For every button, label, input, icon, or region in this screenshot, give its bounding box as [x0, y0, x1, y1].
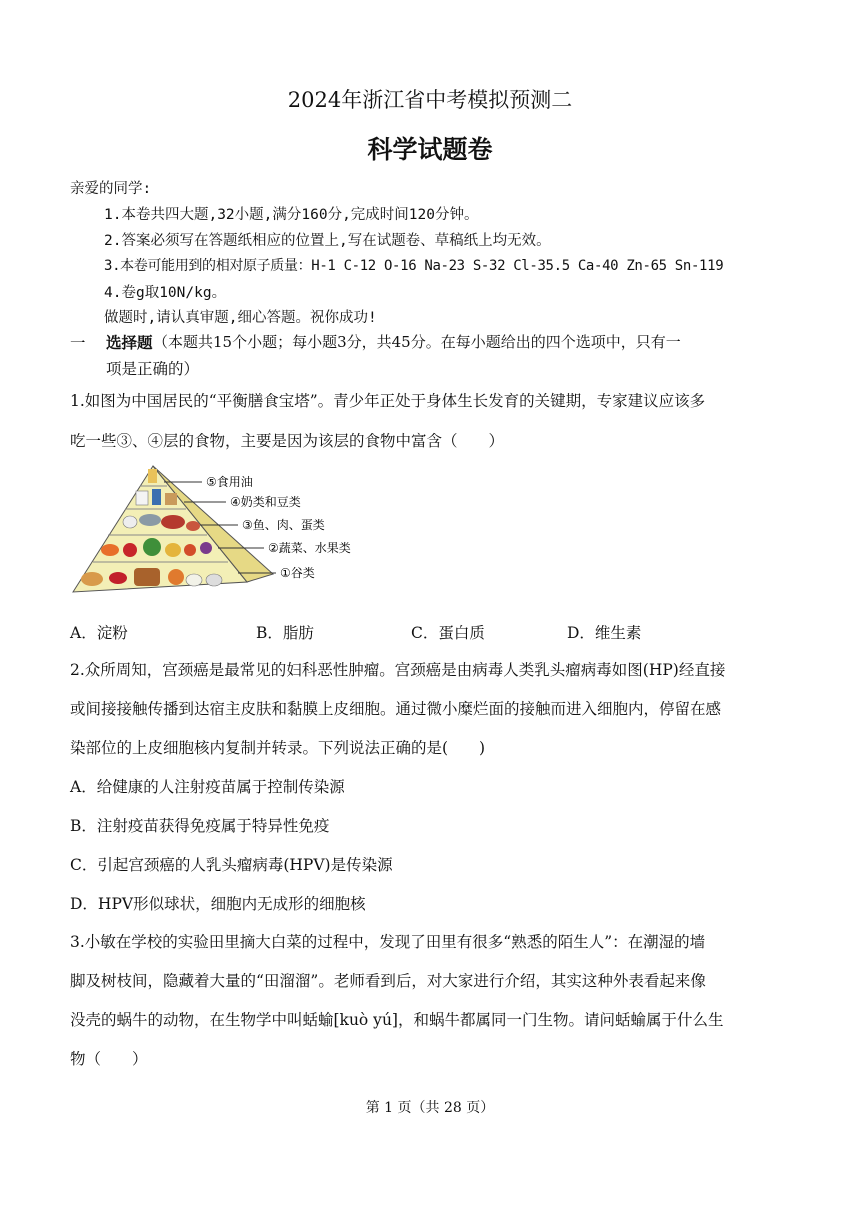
question-text: 吃一些③、④层的食物，主要是因为该层的食物中富含（ ） — [70, 432, 505, 450]
section-desc: （本题共15个小题；每小题3分，共45分。在每小题给出的四个选项中，只有一 — [153, 333, 681, 351]
section-title: 选择题 — [106, 333, 153, 352]
pyramid-label: ②蔬菜、水果类 — [268, 541, 351, 555]
option-a[interactable]: A．给健康的人注射疫苗属于控制传染源 — [70, 778, 345, 796]
option-b[interactable]: B．脂肪 — [256, 624, 314, 642]
section-number: 一 — [70, 334, 86, 352]
section-desc-cont: 项是正确的） — [106, 360, 200, 378]
instruction-item: 1.本卷共四大题,32小题,满分160分,完成时间120分钟。 — [104, 207, 479, 223]
instruction-closing: 做题时,请认真审题,细心答题。祝你成功! — [104, 310, 377, 326]
question-text: 或间接接触传播到达宿主皮肤和黏膜上皮细胞。通过微小糜烂面的接触而进入细胞内，停留在感 — [70, 700, 722, 718]
question-text: 脚及树枝间，隐藏着大量的“田溜溜”。老师看到后，对大家进行介绍，其实这种外表看起来像 — [70, 972, 706, 990]
option-d[interactable]: D．维生素 — [567, 624, 642, 642]
pyramid-label: ③鱼、肉、蛋类 — [242, 518, 325, 532]
option-c[interactable]: C．蛋白质 — [411, 624, 485, 642]
pyramid-label: ①谷类 — [280, 566, 315, 580]
page-subtitle: 科学试题卷 — [367, 135, 493, 164]
instruction-item: 3.本卷可能用到的相对原子质量：H-1 C-12 O-16 Na-23 S-32 Cl-35.5 Ca-40 Zn-65 Sn-119 — [104, 258, 724, 274]
option-a[interactable]: A．淀粉 — [70, 624, 128, 642]
option-b[interactable]: B．注射疫苗获得免疫属于特异性免疫 — [70, 817, 330, 835]
pyramid-label: ⑤食用油 — [206, 475, 253, 489]
question-text: 3.小敏在学校的实验田里摘大白菜的过程中，发现了田里有很多“熟悉的陌生人”：在潮湿的墙 — [70, 933, 706, 951]
option-d[interactable]: D．HPV形似球状，细胞内无成形的细胞核 — [70, 895, 366, 913]
page-title: 2024年浙江省中考模拟预测二 — [287, 88, 573, 112]
instruction-item: 2.答案必须写在答题纸相应的位置上,写在试题卷、草稿纸上均无效。 — [104, 233, 551, 249]
pyramid-label: ④奶类和豆类 — [230, 495, 301, 509]
question-text: 没壳的蜗牛的动物，在生物学中叫蛞蝓[kuò yú]，和蜗牛都属同一门生物。请问蛞蝓属于什么生 — [70, 1011, 724, 1029]
question-text: 1.如图为中国居民的“平衡膳食宝塔”。青少年正处于身体生长发育的关键期，专家建议应该多 — [70, 392, 706, 410]
question-text: 染部位的上皮细胞核内复制并转录。下列说法正确的是( ) — [70, 739, 486, 757]
greeting: 亲爱的同学: — [70, 181, 152, 197]
food-pyramid-figure — [68, 462, 358, 602]
page-footer: 第 1 页（共 28 页） — [365, 1100, 495, 1116]
option-c[interactable]: C．引起宫颈癌的人乳头瘤病毒(HPV)是传染源 — [70, 856, 393, 874]
instruction-item: 4.卷g取10N/kg。 — [104, 285, 227, 301]
question-text: 物（ ） — [70, 1050, 148, 1068]
question-text: 2.众所周知，宫颈癌是最常见的妇科恶性肿瘤。宫颈癌是由病毒人类乳头瘤病毒如图(HP)经直接 — [70, 661, 726, 679]
